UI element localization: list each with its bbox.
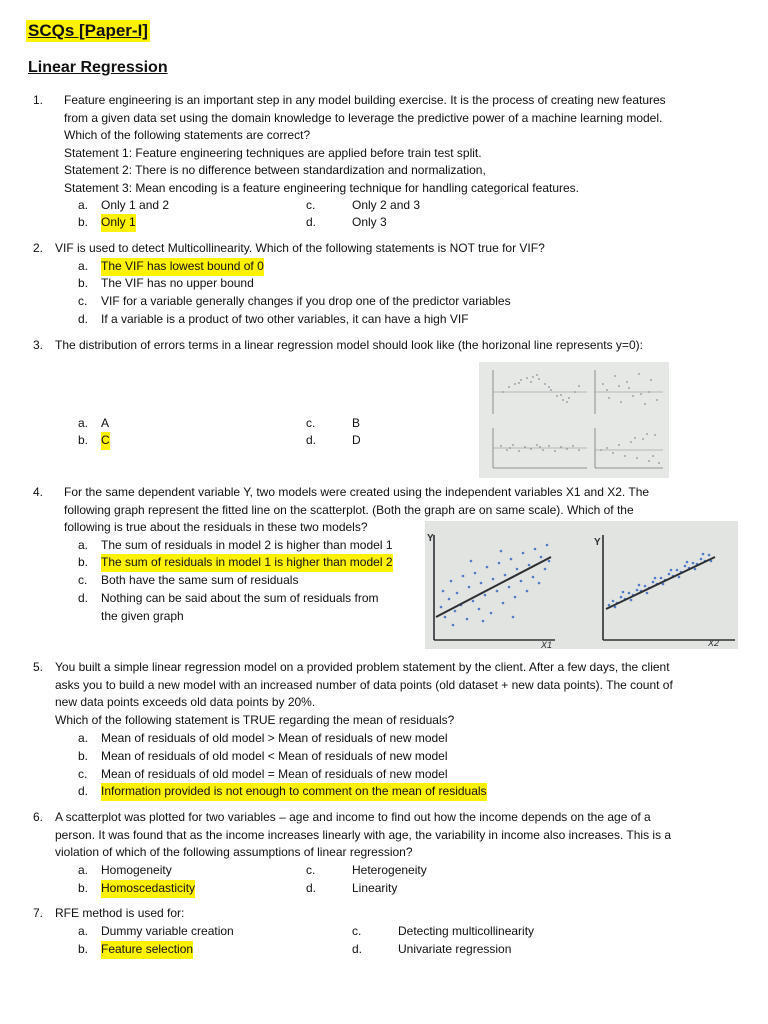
option-letter: a. [78, 538, 89, 552]
residual-plots-svg [479, 362, 669, 478]
option-text: the given graph [101, 609, 184, 623]
option-text-answer: C [101, 432, 110, 450]
statement-text: Statement 3: Mean encoding is a feature engineering technique for handling categorical features. [64, 180, 580, 195]
question-text: asks you to build a new model with an increased number of data points (old dataset + new data points). The count of [55, 677, 673, 692]
page-title: SCQs [Paper-I] [28, 21, 148, 40]
option-letter: c. [306, 416, 316, 430]
option-text-answer: Information provided is not enough to comment on the mean of residuals [101, 783, 487, 801]
option-letter: d. [78, 312, 89, 326]
y-axis-label: Y [427, 533, 434, 544]
option-text: Heterogeneity [352, 863, 427, 877]
option-text: Mean of residuals of old model > Mean of residuals of new model [101, 731, 448, 745]
option-text: Both have the same sum of residuals [101, 573, 299, 587]
option-text: Only 3 [352, 215, 387, 229]
option-text-answer: Homoscedasticity [101, 880, 195, 898]
option-text: Mean of residuals of old model < Mean of residuals of new model [101, 749, 448, 763]
option-letter: b. [78, 276, 89, 290]
option-letter: b. [78, 215, 89, 229]
option-text: Univariate regression [398, 942, 512, 956]
question-text: from a given data set using the domain knowledge to leverage the predictive power of a machine learning model. [64, 110, 663, 125]
option-text: A [101, 416, 110, 430]
question-text: Which of the following statements are correct? [64, 128, 311, 142]
x-axis-label: X2 [708, 638, 720, 648]
option-letter: a. [78, 259, 89, 273]
option-letter: d. [352, 942, 363, 956]
option-text: The VIF has no upper bound [101, 276, 254, 290]
option-text-answer: The sum of residuals in model 1 is higher than model 2 [101, 554, 393, 572]
option-letter: b. [78, 942, 89, 956]
question-text: The distribution of errors terms in a linear regression model should look like (the horizonal line represents y=0): [55, 338, 643, 352]
question-number: 3. [33, 338, 44, 352]
question-text: violation of which of the following assumptions of linear regression? [55, 845, 413, 859]
option-letter: a. [78, 731, 89, 745]
option-text: Homogeneity [101, 863, 172, 877]
scatter-fitted-lines-svg [425, 521, 738, 649]
section-title: Linear Regression [28, 59, 168, 76]
question-number: 4. [33, 485, 44, 499]
y-axis-label: Y [594, 537, 601, 548]
option-letter: d. [306, 433, 317, 447]
option-text: Only 1 and 2 [101, 198, 170, 212]
residual-plots-image [479, 362, 669, 478]
option-letter: b. [78, 433, 89, 447]
question-number: 6. [33, 810, 44, 824]
option-text: Detecting multicollinearity [398, 924, 535, 938]
option-letter: c. [306, 198, 316, 212]
question-text: VIF is used to detect Multicollinearity. Which of the following statements is NOT true for VIF? [55, 241, 545, 255]
question-text: Feature engineering is an important step in any model building exercise. It is the process of creating new features [64, 93, 666, 107]
question-number: 2. [33, 241, 44, 255]
option-letter: d. [78, 591, 89, 605]
option-text: If a variable is a product of two other variables, it can have a high VIF [101, 312, 469, 326]
option-text-answer: The VIF has lowest bound of 0 [101, 258, 264, 276]
option-letter: a. [78, 198, 89, 212]
option-letter: a. [78, 924, 89, 938]
option-text: Dummy variable creation [101, 924, 234, 938]
statement-text: Statement 1: Feature engineering techniques are applied before train test split. [64, 145, 482, 160]
question-text: For the same dependent variable Y, two models were created using the independent variables X1 and X2. The [64, 485, 650, 499]
option-letter: a. [78, 863, 89, 877]
option-letter: b. [78, 749, 89, 763]
question-text: You built a simple linear regression model on a provided problem statement by the client. After a few days, the client [55, 660, 670, 674]
option-text: Linearity [352, 881, 398, 895]
x-axis-label: X1 [541, 640, 553, 649]
option-letter: b. [78, 881, 89, 895]
question-text: following is true about the residuals in these two models? [64, 520, 368, 534]
option-text: Only 2 and 3 [352, 198, 421, 212]
option-text: Mean of residuals of old model = Mean of residuals of new model [101, 767, 448, 781]
option-text: VIF for a variable generally changes if you drop one of the predictor variables [101, 294, 511, 308]
option-letter: c. [78, 573, 88, 587]
question-text: person. It was found that as the income increases linearly with age, the variability in income also increases. This is a [55, 827, 672, 842]
option-text-answer: Feature selection [101, 941, 193, 959]
statement-text: Statement 2: There is no difference between standardization and normalization, [64, 163, 486, 177]
question-number: 5. [33, 660, 44, 674]
question-text: following graph represent the fitted line on the scatterplot. (Both the graph are on same scale). Which of the [64, 502, 634, 517]
question-text: RFE method is used for: [55, 906, 185, 920]
question-text: Which of the following statement is TRUE regarding the mean of residuals? [55, 712, 455, 727]
option-letter: c. [78, 294, 88, 308]
question-number: 7. [33, 906, 44, 920]
option-letter: d. [78, 784, 89, 798]
option-text-answer: Only 1 [101, 214, 136, 232]
option-letter: c. [306, 863, 316, 877]
option-letter: c. [352, 924, 362, 938]
question-number: 1. [33, 93, 44, 107]
option-letter: c. [78, 767, 88, 781]
option-letter: a. [78, 416, 89, 430]
option-text: D [352, 433, 361, 447]
option-letter: d. [306, 215, 317, 229]
option-text: B [352, 416, 361, 430]
scatter-fitted-lines-image [425, 521, 738, 649]
option-text: The sum of residuals in model 2 is higher than model 1 [101, 538, 393, 552]
option-letter: d. [306, 881, 317, 895]
question-text: new data points exceeds old data points by 20%. [55, 695, 316, 709]
option-letter: b. [78, 555, 89, 569]
option-text: Nothing can be said about the sum of residuals from [101, 591, 379, 605]
question-text: A scatterplot was plotted for two variables – age and income to find out how the income depends on the age of a [55, 810, 651, 824]
